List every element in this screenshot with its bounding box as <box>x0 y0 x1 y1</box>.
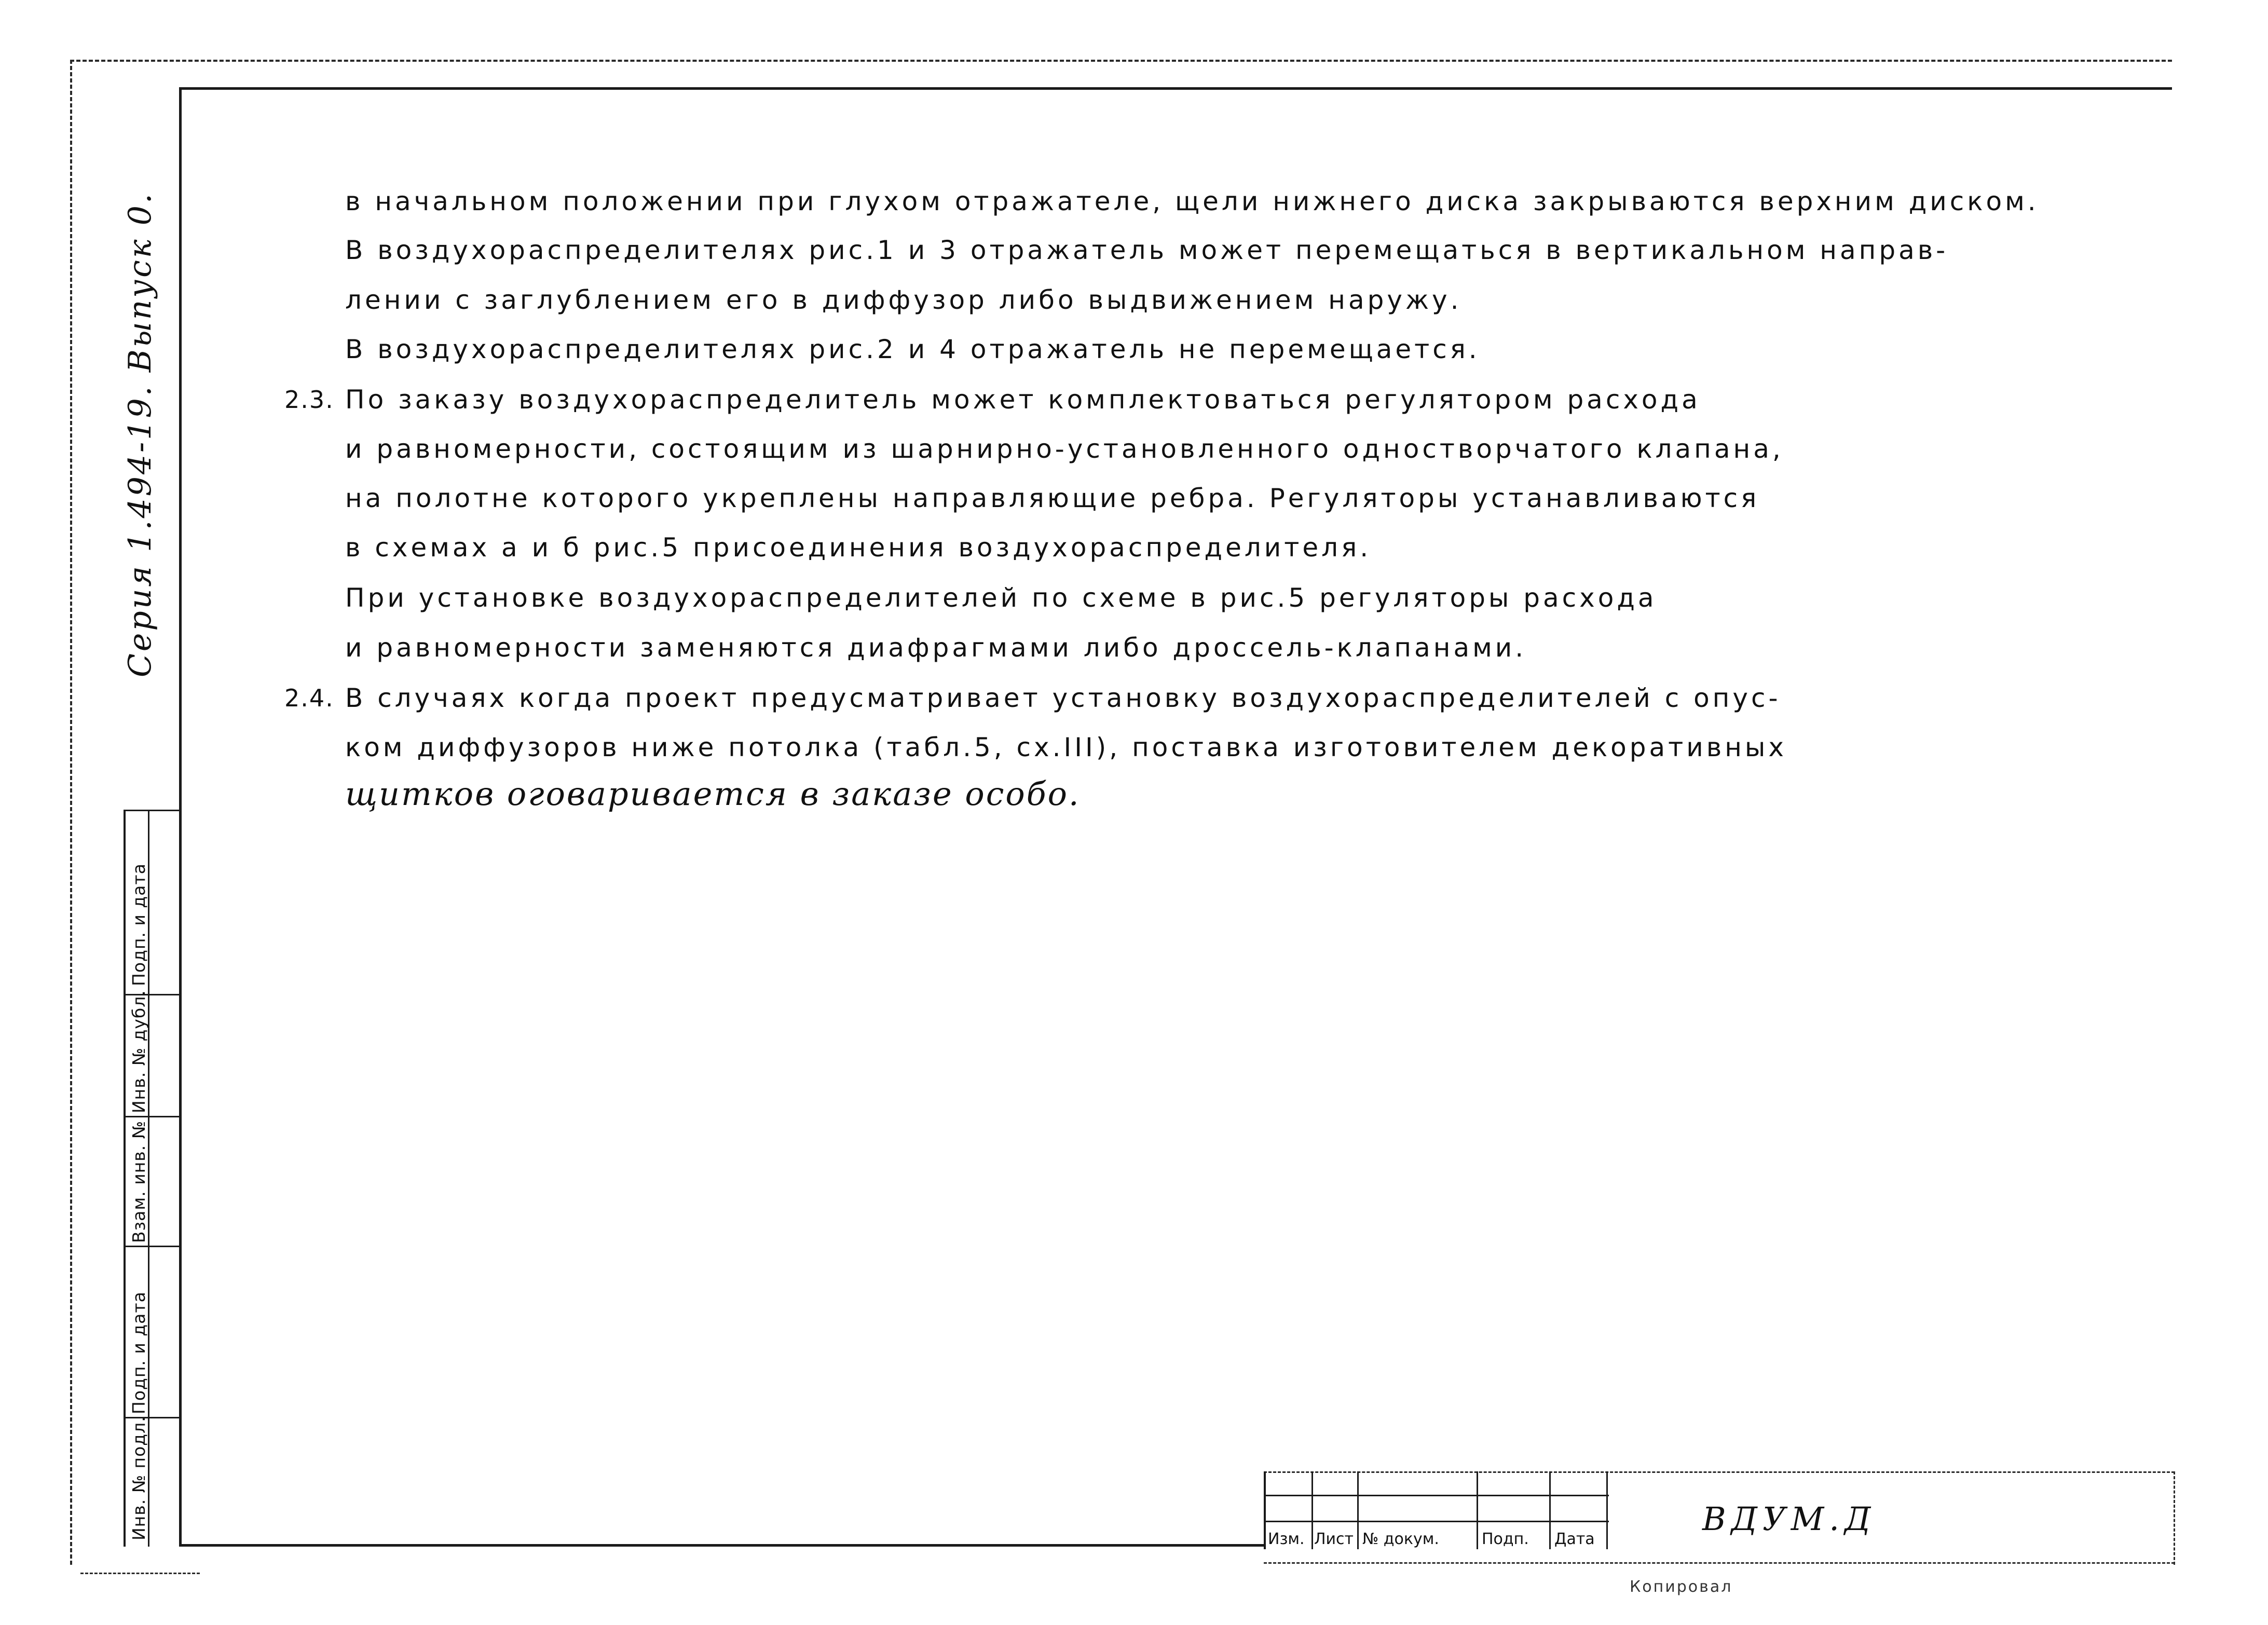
title-block-col-2 <box>1357 1471 1359 1549</box>
text-line-handwritten: щитков оговаривается в заказе особо. <box>345 775 1081 813</box>
stamp-cell-sign-date-1: Подп. и дата <box>129 863 149 986</box>
clause-number: 2.4. <box>284 684 334 712</box>
title-block-row-1 <box>1264 1495 1609 1496</box>
title-block-right <box>2174 1471 2175 1565</box>
text-line: и равномерности, состоящим из шарнирно-установленного одностворчатого клапана, <box>345 434 1784 464</box>
text-line: и равномерности заменяются диафрагмами либо дроссель-клапанами. <box>345 633 1527 663</box>
series-label: Серия 1.494-19. Выпуск 0. <box>122 192 158 677</box>
outer-frame-left <box>70 60 72 1565</box>
text-line: При установке воздухораспределителей по схеме в рис.5 регуляторы расхода <box>345 583 1657 613</box>
stamp-cell-inv-dubl: Инв. № дубл. <box>129 990 149 1113</box>
title-block-label-doc: № докум. <box>1362 1530 1439 1548</box>
outer-frame-bottom <box>80 1573 200 1574</box>
stamp-cell-sign-date-2: Подп. и дата <box>129 1291 149 1414</box>
title-block-col-1 <box>1311 1471 1313 1549</box>
title-block-col-5 <box>1606 1471 1608 1549</box>
title-block-col-3 <box>1477 1471 1478 1549</box>
text-line: лении с заглублением его в диффузор либо выдвижением наружу. <box>345 285 1462 315</box>
title-block-left <box>1264 1471 1266 1549</box>
stamp-row-3 <box>124 1116 181 1117</box>
text-line: ком диффузоров ниже потолка (табл.5, сх.III), поставка изготовителем декоративных <box>345 732 1787 762</box>
outer-frame-top <box>70 60 2172 62</box>
text-line: В воздухораспределителях рис.2 и 4 отражатель не перемещается. <box>345 334 1480 364</box>
title-block-label-sign: Подп. <box>1482 1530 1529 1548</box>
title-block-row-2 <box>1264 1521 1609 1522</box>
inner-frame-left <box>179 87 182 1546</box>
title-block-col-4 <box>1549 1471 1551 1549</box>
text-line: В случаях когда проект предусматривает установку воздухораспределителей с опус- <box>345 683 1781 713</box>
title-block-label-list: Лист <box>1314 1530 1354 1548</box>
inner-frame-bottom <box>179 1544 1264 1547</box>
copy-note: Копировал <box>1630 1578 1733 1596</box>
stamp-row-4 <box>124 1246 181 1247</box>
stamp-row-1 <box>124 810 181 811</box>
text-line: в схемах а и б рис.5 присоединения воздухораспределителя. <box>345 532 1372 563</box>
document-code: ВДУМ.Д <box>1702 1500 1876 1538</box>
title-block-bottom <box>1264 1562 2175 1564</box>
inner-frame-top <box>179 87 2172 90</box>
text-line: на полотне которого укреплены направляющие ребра. Регуляторы устанавливаются <box>345 483 1760 513</box>
stamp-cell-vzam-inv: Взам. инв. № <box>129 1120 149 1243</box>
text-line: в начальном положении при глухом отражателе, щели нижнего диска закрываются верхним диском. <box>345 186 2039 216</box>
text-line: В воздухораспределителях рис.1 и 3 отражатель может перемещаться в вертикальном направ- <box>345 235 1949 265</box>
stamp-cell-inv-podl: Инв. № подл. <box>129 1416 149 1540</box>
title-block-label-date: Дата <box>1554 1530 1595 1548</box>
clause-number: 2.3. <box>284 386 334 414</box>
text-line: По заказу воздухораспределитель может комплектоваться регулятором расхода <box>345 385 1701 415</box>
title-block-top <box>1264 1471 2175 1473</box>
stamp-column-left <box>124 810 126 1547</box>
title-block-label-izm: Изм. <box>1268 1530 1305 1548</box>
